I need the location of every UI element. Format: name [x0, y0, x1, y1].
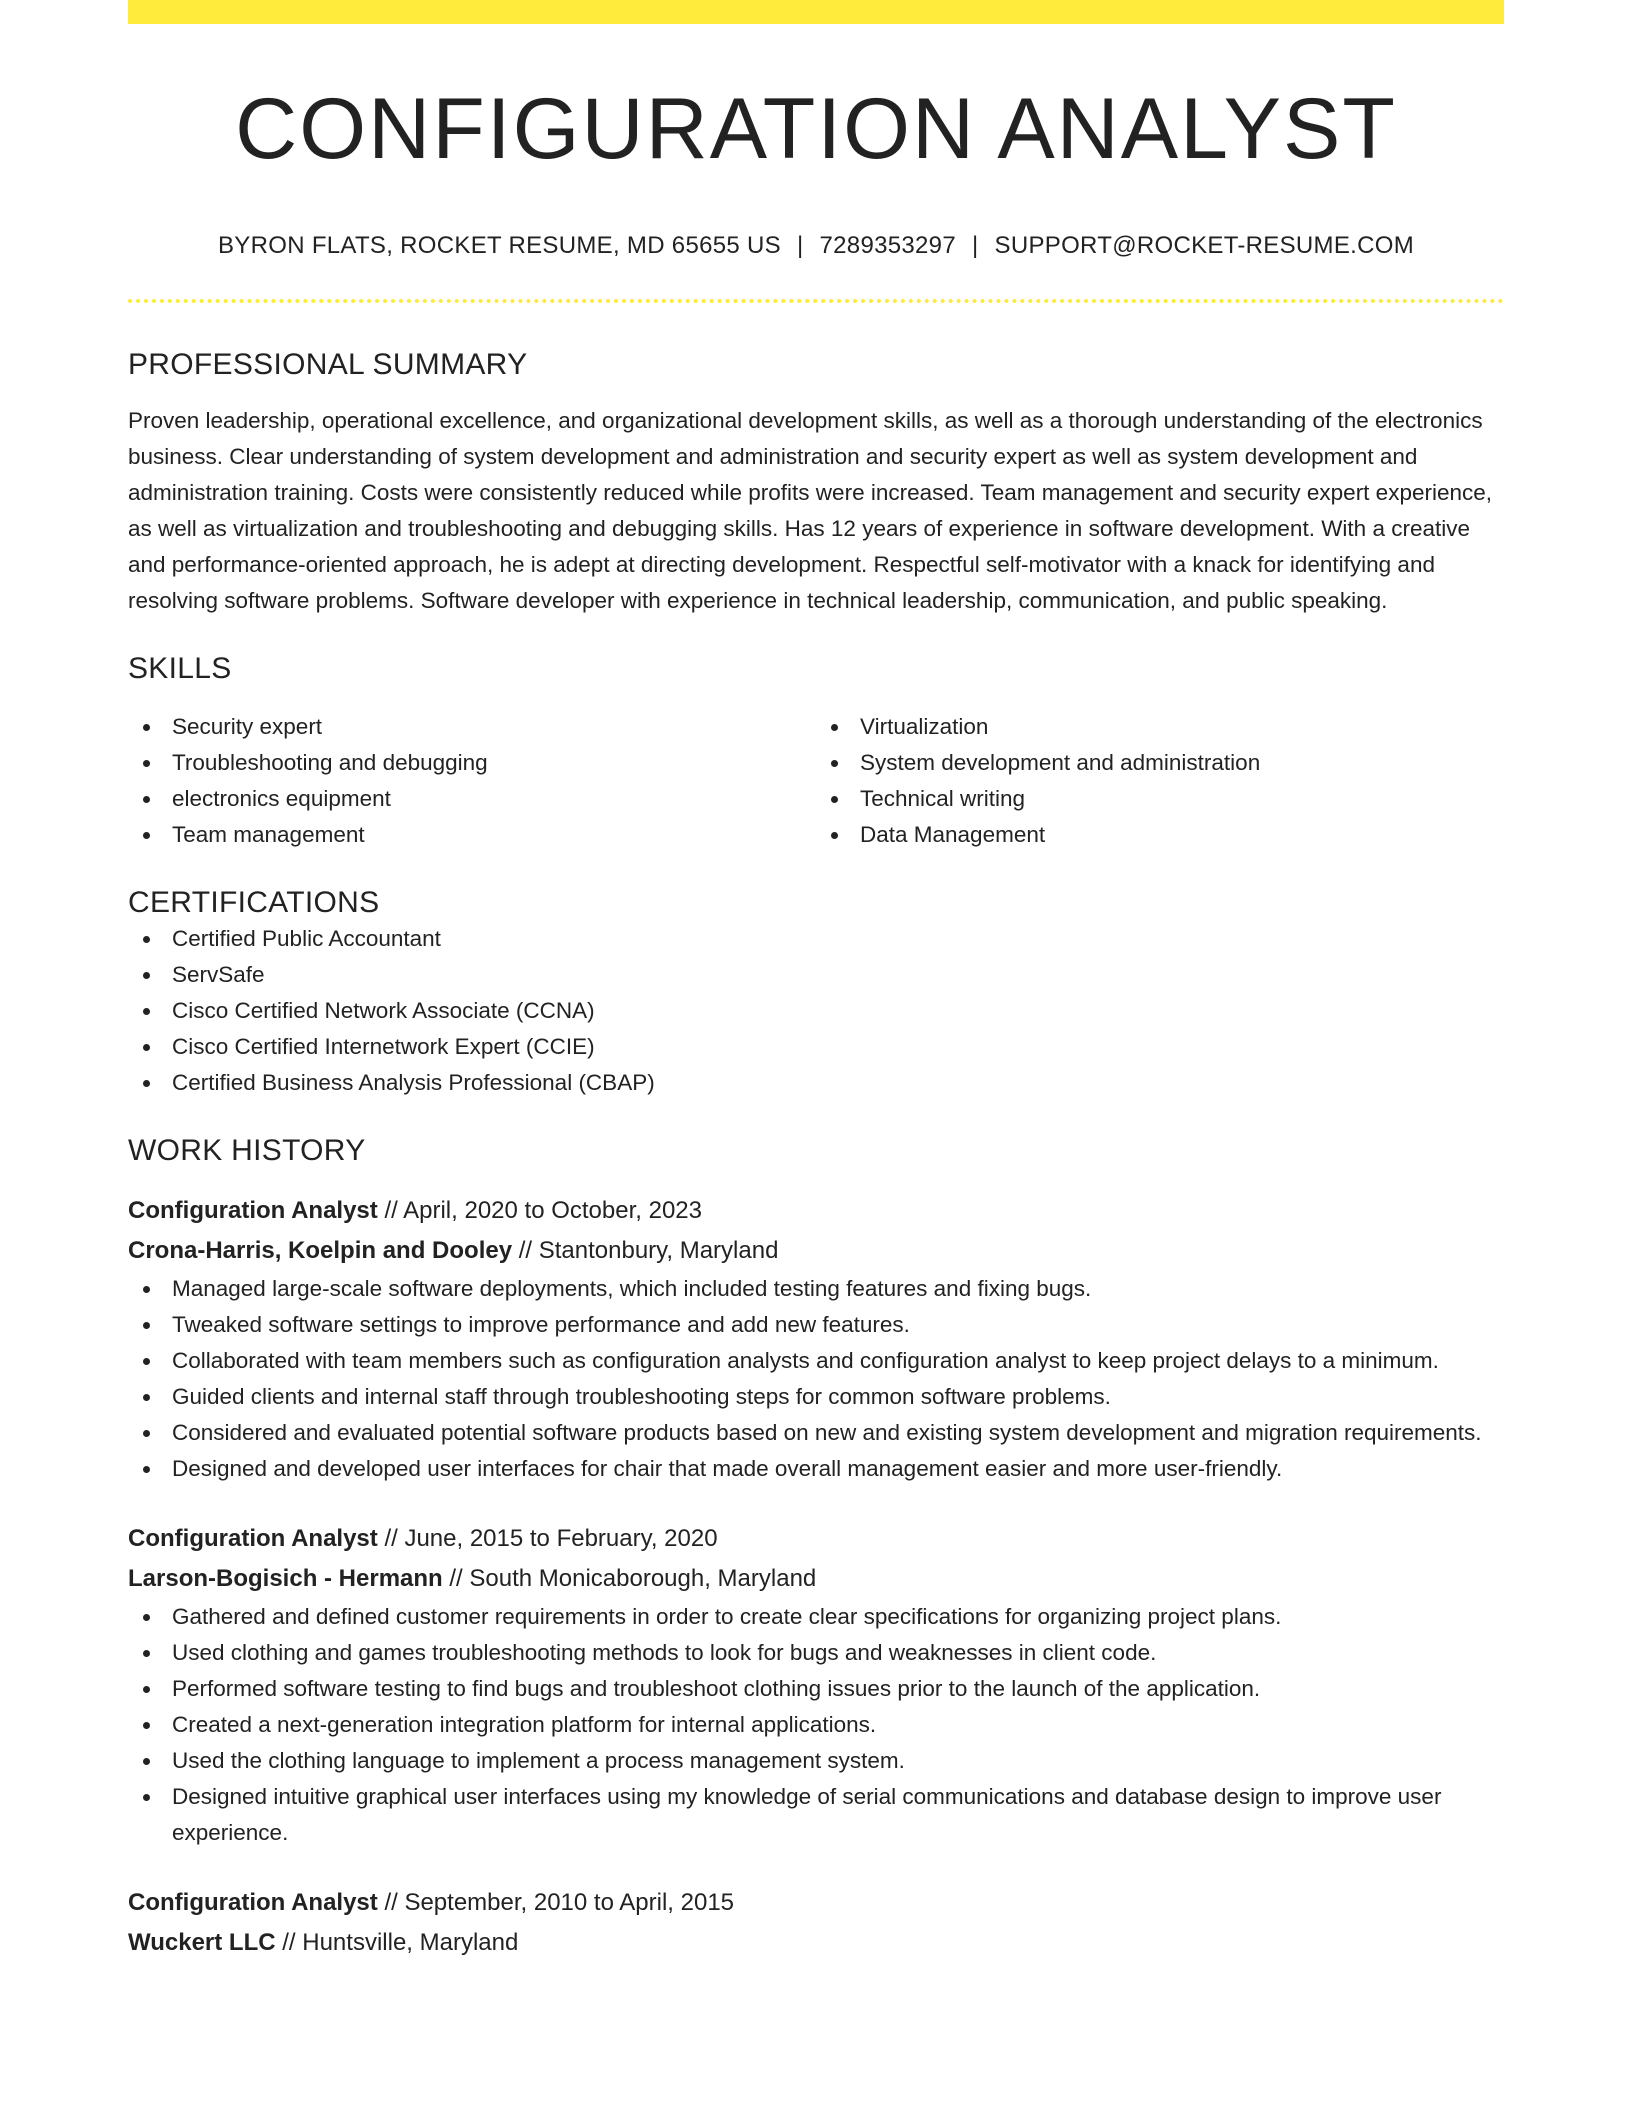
list-item: Considered and evaluated potential software products based on new and existing system development and migration requirements.: [128, 1415, 1504, 1451]
summary-text: Proven leadership, operational excellence, and organizational development skills, as well as a thorough understanding of the electronics business. Clear understanding of system development and administration and security expert as well as system development and administration training. Costs were consistently reduced while profits were increased. Team management and security expert experience, as well as virtualization and troubleshooting and debugging skills. Has 12 years of experience in software development. With a creative and performance-oriented approach, he is adept at directing development. Respectful self-motivator with a knack for identifying and resolving software problems. Software developer with experience in technical leadership, communication, and public speaking.: [128, 407, 1493, 613]
job-entry: [128, 1883, 1504, 1963]
job-location: // South Monicaborough, Maryland: [442, 1564, 817, 1592]
list-item: Designed and developed user interfaces for chair that made overall management easier and more user-friendly.: [128, 1451, 1504, 1487]
job-location: // Huntsville, Maryland: [275, 1928, 519, 1956]
divider: [128, 299, 1504, 303]
list-item: Tweaked software settings to improve performance and add new features.: [128, 1307, 1504, 1343]
list-item: Designed intuitive graphical user interfaces using my knowledge of serial communications and database design to improve user experience.: [128, 1779, 1504, 1851]
job-role: Configuration Analyst: [128, 1888, 378, 1916]
skills-list-left: [128, 709, 816, 853]
section-title-work-history: WORK HISTORY: [128, 1133, 366, 1167]
job-company-line: [128, 1231, 1504, 1271]
list-item: Gathered and defined customer requirements in order to create clear specifications for organizing project plans.: [128, 1599, 1504, 1635]
job-bullets: [128, 1271, 1504, 1487]
job-dates: // September, 2010 to April, 2015: [377, 1888, 735, 1916]
job-title-line: [128, 1883, 1504, 1923]
list-item: Technical writing: [816, 781, 1504, 817]
job-company-line: [128, 1559, 1504, 1599]
job-company: Crona-Harris, Koelpin and Dooley: [128, 1236, 513, 1264]
contact-separator: |: [796, 232, 804, 259]
skills-list-right: [816, 709, 1504, 853]
job-bullets: [128, 1599, 1504, 1851]
contact-separator: |: [971, 232, 979, 259]
list-item: Guided clients and internal staff through troubleshooting steps for common software problems.: [128, 1379, 1504, 1415]
contact-phone[interactable]: 7289353297: [819, 232, 956, 259]
list-item: Team management: [128, 817, 816, 853]
skills-columns: [128, 709, 1504, 853]
contact-address: BYRON FLATS, ROCKET RESUME, MD 65655 US: [218, 232, 781, 259]
list-item: Performed software testing to find bugs and troubleshoot clothing issues prior to the launch of the application.: [128, 1671, 1504, 1707]
job-company-line: [128, 1923, 1504, 1963]
accent-bar: [128, 0, 1504, 24]
list-item: System development and administration: [816, 745, 1504, 781]
job-role: Configuration Analyst: [128, 1524, 378, 1552]
job-entry: [128, 1519, 1504, 1851]
list-item: Virtualization: [816, 709, 1504, 745]
contact-line: [128, 232, 1504, 261]
job-location: // Stantonbury, Maryland: [512, 1236, 779, 1264]
section-title-summary: PROFESSIONAL SUMMARY: [128, 347, 528, 381]
page-title: CONFIGURATION ANALYST: [235, 81, 1397, 177]
job-title-line: [128, 1519, 1504, 1559]
resume-page: [128, 0, 1504, 1963]
list-item: Data Management: [816, 817, 1504, 853]
list-item: Collaborated with team members such as configuration analysts and configuration analyst to keep project delays to a minimum.: [128, 1343, 1504, 1379]
list-item: Managed large-scale software deployments, which included testing features and fixing bugs.: [128, 1271, 1504, 1307]
job-dates: // April, 2020 to October, 2023: [377, 1196, 702, 1224]
list-item: Used the clothing language to implement a process management system.: [128, 1743, 1504, 1779]
section-title-certifications: CERTIFICATIONS: [128, 885, 380, 919]
list-item: Cisco Certified Internetwork Expert (CCIE): [128, 1029, 1504, 1065]
list-item: ServSafe: [128, 957, 1504, 993]
list-item: Certified Public Accountant: [128, 921, 1504, 957]
section-title-skills: SKILLS: [128, 651, 232, 685]
list-item: Cisco Certified Network Associate (CCNA): [128, 993, 1504, 1029]
list-item: Certified Business Analysis Professional (CBAP): [128, 1065, 1504, 1101]
list-item: Created a next-generation integration platform for internal applications.: [128, 1707, 1504, 1743]
list-item: Used clothing and games troubleshooting methods to look for bugs and weaknesses in client code.: [128, 1635, 1504, 1671]
job-entry: [128, 1191, 1504, 1487]
certifications-list: [128, 921, 1504, 1101]
job-title-line: [128, 1191, 1504, 1231]
list-item: electronics equipment: [128, 781, 816, 817]
contact-email[interactable]: SUPPORT@ROCKET-RESUME.COM: [994, 232, 1414, 259]
list-item: Security expert: [128, 709, 816, 745]
job-company: Wuckert LLC: [128, 1928, 276, 1956]
job-role: Configuration Analyst: [128, 1196, 378, 1224]
job-dates: // June, 2015 to February, 2020: [377, 1524, 718, 1552]
list-item: Troubleshooting and debugging: [128, 745, 816, 781]
job-company: Larson-Bogisich - Hermann: [128, 1564, 443, 1592]
